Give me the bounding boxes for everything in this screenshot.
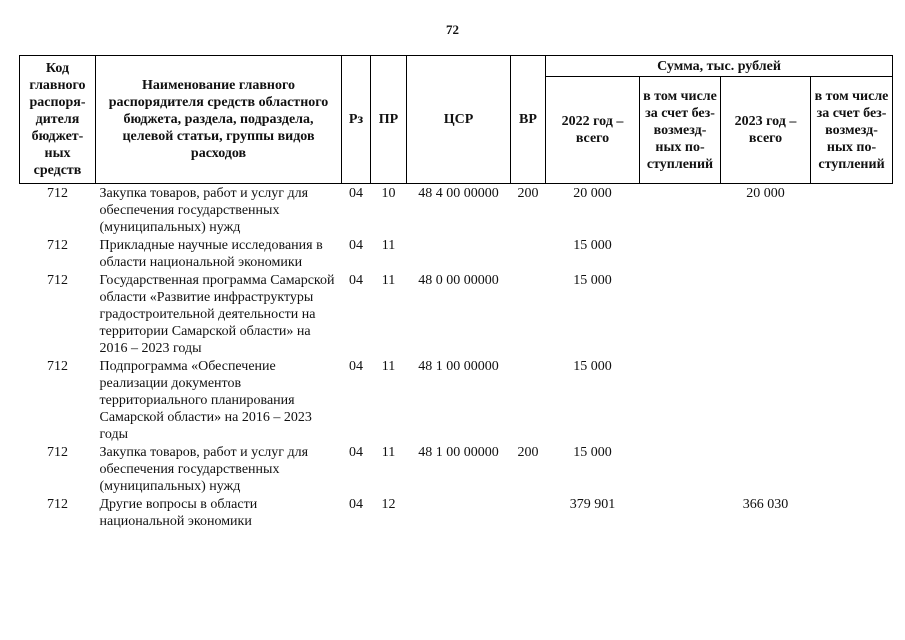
table-row	[20, 443, 893, 495]
cell-csr	[407, 236, 511, 271]
header-pr: ПР	[371, 56, 407, 184]
cell-2022-free	[640, 236, 721, 271]
cell-vr	[511, 236, 546, 271]
cell-2023-total	[721, 271, 811, 357]
header-2023-free: в том числе за счет без-возмезд-ных по-ступлений	[811, 77, 893, 184]
cell-rz: 04	[349, 359, 363, 374]
cell-code: 712	[47, 238, 68, 253]
cell-csr: 48 0 00 00000	[418, 273, 499, 288]
cell-code: 712	[47, 497, 68, 512]
cell-csr	[407, 495, 511, 530]
cell-csr: 48 1 00 00000	[418, 445, 499, 460]
cell-vr: 200	[517, 186, 539, 201]
cell-name: Подпрограмма «Обеспечение реализации документов территориального планирования Самарской области» на 2016 – 2023 годы	[99, 359, 312, 442]
cell-pr: 10	[381, 186, 396, 201]
cell-rz: 04	[349, 273, 363, 288]
cell-2022-total: 20 000	[573, 186, 612, 201]
cell-rz: 04	[349, 238, 363, 253]
header-2023-total: 2023 год – всего	[721, 77, 811, 184]
cell-csr: 48 1 00 00000	[418, 359, 499, 374]
cell-vr	[511, 495, 546, 530]
cell-2023-total: 366 030	[742, 497, 789, 512]
table-row	[20, 495, 893, 530]
cell-2022-total: 15 000	[573, 359, 612, 374]
cell-rz: 04	[349, 497, 363, 512]
cell-code: 712	[47, 186, 68, 201]
header-vr: ВР	[511, 56, 546, 184]
table-row	[20, 236, 893, 271]
cell-pr: 12	[381, 497, 396, 512]
page-number: 72	[446, 22, 459, 37]
cell-2022-total: 15 000	[573, 273, 612, 288]
cell-2022-total: 379 901	[569, 497, 616, 512]
cell-2023-free	[811, 184, 893, 237]
cell-2023-free	[811, 236, 893, 271]
header-2022-free: в том числе за счет без-возмезд-ных по-ступлений	[640, 77, 721, 184]
cell-vr	[511, 271, 546, 357]
header-2022-total: 2022 год – всего	[546, 77, 640, 184]
cell-pr: 11	[381, 273, 396, 288]
cell-2023-free	[811, 443, 893, 495]
cell-2022-free	[640, 443, 721, 495]
cell-pr: 11	[381, 445, 396, 460]
header-name: Наименование главного распорядителя средств областного бюджета, раздела, подраздела, целевой статьи, группы видов расходов	[96, 56, 342, 184]
cell-2023-total	[721, 357, 811, 443]
cell-csr: 48 4 00 00000	[418, 186, 499, 201]
cell-2022-free	[640, 184, 721, 237]
header-csr: ЦСР	[407, 56, 511, 184]
table-row	[20, 184, 893, 237]
cell-2022-free	[640, 271, 721, 357]
cell-2022-total: 15 000	[573, 445, 612, 460]
cell-name: Государственная программа Самарской области «Развитие инфраструктуры градостроительной деятельности на территории Самарской области» на 2016 – 2023 годы	[99, 273, 335, 356]
cell-pr: 11	[381, 359, 396, 374]
cell-2022-free	[640, 357, 721, 443]
cell-2022-free	[640, 495, 721, 530]
cell-name: Закупка товаров, работ и услуг для обеспечения государственных (муниципальных) нужд	[99, 445, 309, 494]
cell-2023-total	[721, 443, 811, 495]
cell-vr	[511, 357, 546, 443]
table-row	[20, 271, 893, 357]
header-sum-group: Сумма, тыс. рублей	[546, 56, 893, 77]
cell-pr: 11	[381, 238, 396, 253]
cell-2022-total: 15 000	[573, 238, 612, 253]
header-rz: Рз	[342, 56, 371, 184]
cell-rz: 04	[349, 186, 363, 201]
cell-vr: 200	[517, 445, 539, 460]
cell-name: Другие вопросы в области национальной экономики	[99, 497, 258, 529]
cell-code: 712	[47, 359, 68, 374]
cell-code: 712	[47, 445, 68, 460]
header-code: Код главного распоря-дителя бюджет-ных средств	[20, 56, 96, 184]
budget-table	[19, 55, 893, 530]
table-row	[20, 357, 893, 443]
cell-2023-free	[811, 271, 893, 357]
cell-rz: 04	[349, 445, 363, 460]
cell-name: Закупка товаров, работ и услуг для обеспечения государственных (муниципальных) нужд	[99, 186, 309, 235]
cell-code: 712	[47, 273, 68, 288]
cell-2023-total: 20 000	[746, 186, 785, 201]
cell-2023-free	[811, 495, 893, 530]
cell-2023-total	[721, 236, 811, 271]
cell-name: Прикладные научные исследования в области национальной экономики	[99, 238, 323, 270]
cell-2023-free	[811, 357, 893, 443]
